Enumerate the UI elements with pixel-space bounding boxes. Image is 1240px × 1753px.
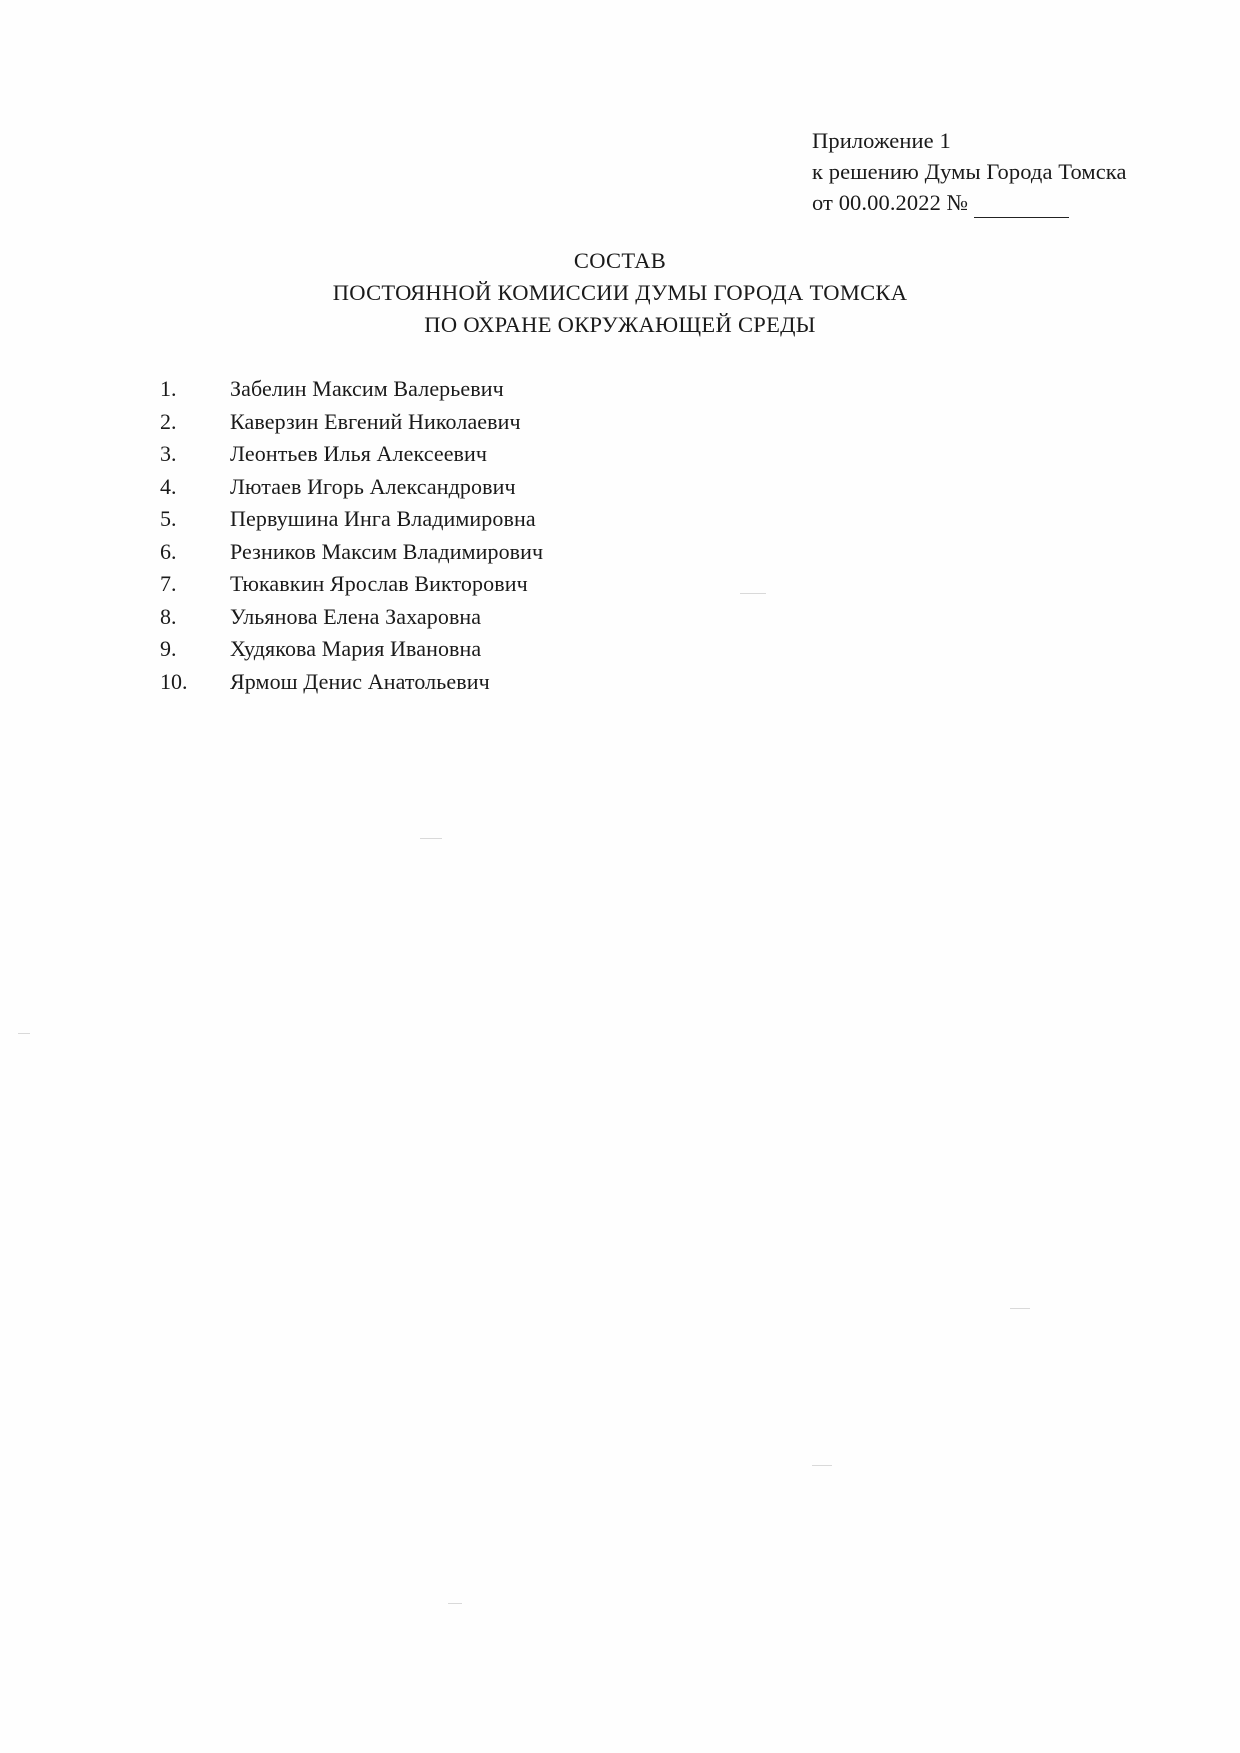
reference-line-appendix: Приложение 1 [812,128,951,153]
list-item [160,443,920,476]
list-item-name: Забелин Максим Валерьевич [230,376,504,401]
list-item-number: 3. [160,441,177,466]
list-item-name: Ульянова Елена Захаровна [230,603,482,629]
scan-artifact [812,1465,832,1466]
list-item-name: Ярмош Денис Анатольевич [230,668,490,694]
member-list [160,378,920,703]
list-item-number: 5. [160,506,177,531]
list-item-number: 2. [160,408,177,434]
reference-date-prefix: от 00.00.2022 № [812,190,969,216]
scan-artifact [448,1603,462,1604]
number-blank-line [974,196,1069,218]
list-item [160,638,920,671]
list-item-name: Тюкавкин Ярослав Викторович [230,571,528,596]
list-item-number: 8. [160,603,177,629]
reference-line-decision: к решению Думы Города Томска [812,159,1127,185]
list-item-name: Резников Максим Владимирович [230,538,544,564]
list-item-name: Худякова Мария Ивановна [230,636,482,661]
list-item-name: Лютаев Игорь Александрович [230,473,516,499]
scan-artifact [18,1033,30,1034]
reference-line-date-number [812,187,1192,218]
list-item [160,538,920,574]
list-item-number: 6. [160,538,177,564]
scan-artifact [420,838,442,839]
list-item [160,508,920,541]
document-reference-block [812,125,1192,218]
list-item [160,603,920,639]
list-item [160,378,920,411]
title-line-1: СОСТАВ [573,248,667,273]
list-item-number: 9. [160,636,177,661]
title-line-3: ПО ОХРАНЕ ОКРУЖАЮЩЕЙ СРЕДЫ [424,312,816,338]
list-item-name: Каверзин Евгений Николаевич [230,408,521,434]
list-item-number: 1. [160,376,177,401]
list-item [160,573,920,606]
list-item [160,473,920,509]
scan-artifact [1010,1308,1030,1309]
list-item-number: 10. [160,668,188,694]
list-item-name: Леонтьев Илья Алексеевич [230,441,488,466]
list-item [160,408,920,444]
list-item [160,668,920,704]
page-title [0,245,1240,342]
list-item-number: 4. [160,473,177,499]
title-line-2: ПОСТОЯННОЙ КОМИССИИ ДУМЫ ГОРОДА ТОМСКА [332,280,908,306]
list-item-name: Первушина Инга Владимировна [230,506,536,531]
list-item-number: 7. [160,571,177,596]
